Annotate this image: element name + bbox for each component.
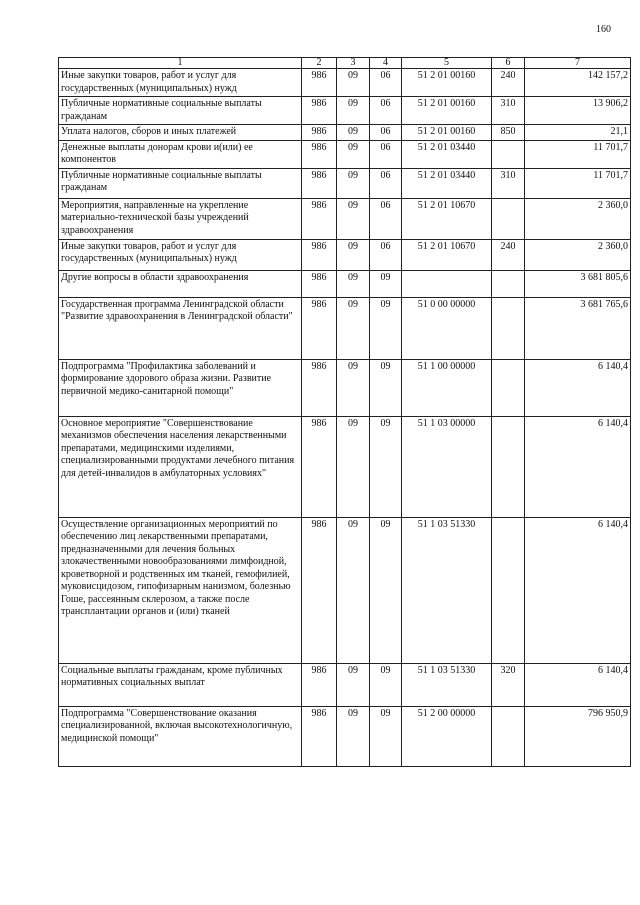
row-subsection: 09 xyxy=(370,663,402,706)
row-amount: 6 140,4 xyxy=(525,359,631,416)
row-ministry-code: 986 xyxy=(302,416,337,517)
table-row xyxy=(59,359,631,416)
row-section: 09 xyxy=(337,168,370,198)
row-name: Основное мероприятие "Совершенствование механизмов обеспечения населения лекарственными препаратами, медицинскими изделиями, специализированными продуктами лечебного питания для детей-инвалидов в амбулаторных условиях" xyxy=(59,416,302,517)
row-subsection: 06 xyxy=(370,69,402,97)
row-target-article: 51 1 03 51330 xyxy=(402,663,492,706)
budget-table xyxy=(58,57,631,767)
row-section: 09 xyxy=(337,69,370,97)
row-expense-type: 310 xyxy=(492,168,525,198)
row-target-article: 51 1 03 51330 xyxy=(402,517,492,663)
row-section: 09 xyxy=(337,359,370,416)
row-target-article: 51 2 01 10670 xyxy=(402,239,492,270)
row-ministry-code: 986 xyxy=(302,168,337,198)
row-name: Уплата налогов, сборов и иных платежей xyxy=(59,125,302,141)
row-expense-type xyxy=(492,416,525,517)
table-row xyxy=(59,706,631,766)
row-target-article: 51 2 01 00160 xyxy=(402,69,492,97)
row-amount: 2 360,0 xyxy=(525,239,631,270)
row-expense-type xyxy=(492,359,525,416)
table-row xyxy=(59,239,631,270)
row-subsection: 09 xyxy=(370,297,402,359)
row-ministry-code: 986 xyxy=(302,239,337,270)
row-section: 09 xyxy=(337,239,370,270)
row-section: 09 xyxy=(337,663,370,706)
table-row xyxy=(59,97,631,125)
row-subsection: 09 xyxy=(370,359,402,416)
row-section: 09 xyxy=(337,416,370,517)
row-section: 09 xyxy=(337,270,370,297)
row-section: 09 xyxy=(337,517,370,663)
header-col-7: 7 xyxy=(525,58,631,69)
row-amount: 6 140,4 xyxy=(525,663,631,706)
table-row xyxy=(59,198,631,239)
row-expense-type: 240 xyxy=(492,239,525,270)
row-subsection: 06 xyxy=(370,97,402,125)
row-section: 09 xyxy=(337,125,370,141)
table-row xyxy=(59,270,631,297)
row-expense-type: 240 xyxy=(492,69,525,97)
row-ministry-code: 986 xyxy=(302,706,337,766)
row-subsection: 06 xyxy=(370,239,402,270)
row-amount: 3 681 765,6 xyxy=(525,297,631,359)
row-target-article: 51 1 03 00000 xyxy=(402,416,492,517)
row-subsection: 09 xyxy=(370,416,402,517)
row-amount: 11 701,7 xyxy=(525,140,631,168)
row-expense-type xyxy=(492,270,525,297)
row-expense-type xyxy=(492,140,525,168)
row-section: 09 xyxy=(337,706,370,766)
row-subsection: 06 xyxy=(370,125,402,141)
row-ministry-code: 986 xyxy=(302,69,337,97)
header-col-4: 4 xyxy=(370,58,402,69)
row-target-article xyxy=(402,270,492,297)
row-name: Другие вопросы в области здравоохранения xyxy=(59,270,302,297)
header-col-1: 1 xyxy=(59,58,302,69)
table-row xyxy=(59,517,631,663)
row-amount: 13 906,2 xyxy=(525,97,631,125)
row-target-article: 51 2 01 03440 xyxy=(402,168,492,198)
row-amount: 6 140,4 xyxy=(525,416,631,517)
row-expense-type xyxy=(492,706,525,766)
row-name: Публичные нормативные социальные выплаты гражданам xyxy=(59,97,302,125)
row-target-article: 51 2 01 00160 xyxy=(402,97,492,125)
row-subsection: 09 xyxy=(370,517,402,663)
row-name: Социальные выплаты гражданам, кроме публичных нормативных социальных выплат xyxy=(59,663,302,706)
header-col-2: 2 xyxy=(302,58,337,69)
row-target-article: 51 2 00 00000 xyxy=(402,706,492,766)
header-col-3: 3 xyxy=(337,58,370,69)
table-row xyxy=(59,297,631,359)
row-target-article: 51 1 00 00000 xyxy=(402,359,492,416)
row-name: Денежные выплаты донорам крови и(или) ее компонентов xyxy=(59,140,302,168)
row-subsection: 09 xyxy=(370,706,402,766)
row-amount: 3 681 805,6 xyxy=(525,270,631,297)
table-row xyxy=(59,125,631,141)
table-row xyxy=(59,416,631,517)
row-name: Государственная программа Ленинградской области "Развитие здравоохранения в Ленинградской области" xyxy=(59,297,302,359)
header-row xyxy=(59,58,631,69)
row-name: Осуществление организационных мероприятий по обеспечению лиц лекарственными препаратами, предназначенными для лечения больных злокачественными новообразованиями лимфоидной, кроветворной и родственных им тканей, гемофилией, муковисцидозом, гипофизарным нанизмом, болезнью Гоше, рассеянным склерозом, а также после трансплантации органов и (или) тканей xyxy=(59,517,302,663)
row-section: 09 xyxy=(337,198,370,239)
row-ministry-code: 986 xyxy=(302,125,337,141)
row-ministry-code: 986 xyxy=(302,198,337,239)
table-row xyxy=(59,140,631,168)
row-expense-type xyxy=(492,297,525,359)
row-target-article: 51 2 01 10670 xyxy=(402,198,492,239)
row-expense-type xyxy=(492,198,525,239)
row-amount: 796 950,9 xyxy=(525,706,631,766)
table-row xyxy=(59,663,631,706)
row-subsection: 06 xyxy=(370,168,402,198)
row-subsection: 06 xyxy=(370,140,402,168)
row-expense-type xyxy=(492,517,525,663)
row-amount: 11 701,7 xyxy=(525,168,631,198)
row-name: Мероприятия, направленные на укрепление материально-технической базы учреждений здравоохранения xyxy=(59,198,302,239)
row-amount: 2 360,0 xyxy=(525,198,631,239)
row-expense-type: 320 xyxy=(492,663,525,706)
row-section: 09 xyxy=(337,140,370,168)
row-ministry-code: 986 xyxy=(302,140,337,168)
row-amount: 142 157,2 xyxy=(525,69,631,97)
page-number: 160 xyxy=(596,24,611,35)
row-name: Публичные нормативные социальные выплаты гражданам xyxy=(59,168,302,198)
row-ministry-code: 986 xyxy=(302,270,337,297)
row-amount: 6 140,4 xyxy=(525,517,631,663)
row-name: Иные закупки товаров, работ и услуг для государственных (муниципальных) нужд xyxy=(59,239,302,270)
row-ministry-code: 986 xyxy=(302,359,337,416)
row-name: Иные закупки товаров, работ и услуг для государственных (муниципальных) нужд xyxy=(59,69,302,97)
row-name: Подпрограмма "Профилактика заболеваний и формирование здорового образа жизни. Развитие первичной медико-санитарной помощи" xyxy=(59,359,302,416)
row-ministry-code: 986 xyxy=(302,517,337,663)
table-row xyxy=(59,69,631,97)
row-section: 09 xyxy=(337,97,370,125)
row-amount: 21,1 xyxy=(525,125,631,141)
header-col-5: 5 xyxy=(402,58,492,69)
row-target-article: 51 2 01 00160 xyxy=(402,125,492,141)
row-expense-type: 850 xyxy=(492,125,525,141)
row-target-article: 51 2 01 03440 xyxy=(402,140,492,168)
row-ministry-code: 986 xyxy=(302,97,337,125)
row-target-article: 51 0 00 00000 xyxy=(402,297,492,359)
row-subsection: 06 xyxy=(370,198,402,239)
row-expense-type: 310 xyxy=(492,97,525,125)
row-name: Подпрограмма "Совершенствование оказания специализированной, включая высокотехнологичную, медицинской помощи" xyxy=(59,706,302,766)
table-row xyxy=(59,168,631,198)
row-ministry-code: 986 xyxy=(302,663,337,706)
row-section: 09 xyxy=(337,297,370,359)
row-subsection: 09 xyxy=(370,270,402,297)
row-ministry-code: 986 xyxy=(302,297,337,359)
header-col-6: 6 xyxy=(492,58,525,69)
